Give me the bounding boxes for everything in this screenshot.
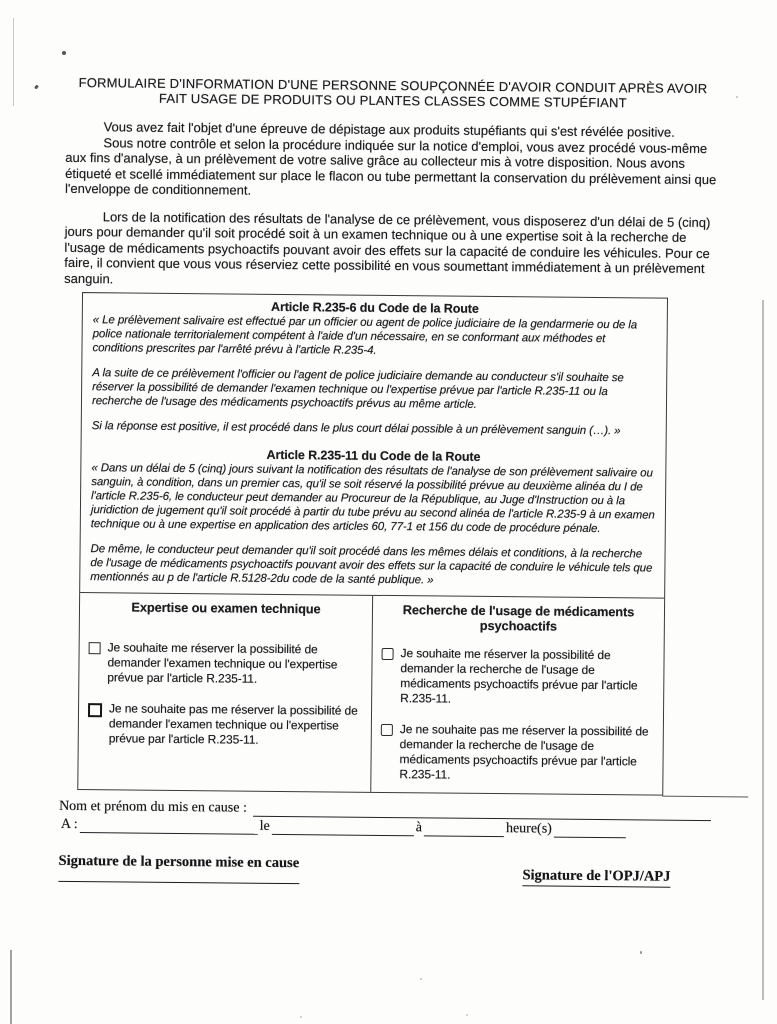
choice-column-expertise-header: Expertise ou examen technique — [131, 599, 321, 617]
legal-articles-box — [77, 292, 668, 796]
intro-paragraph-1: Vous avez fait l'objet d'une épreuve de dépistage aux produits stupéfiants qui s'est révélée positive. — [103, 119, 675, 140]
expertise-no-label: Je ne souhaite pas me réserver la possibilité de demander l'examen technique ou l'expertise prévue par l'article R.235-11. — [108, 701, 358, 747]
intro-paragraph-3: Lors de la notification des résultats de l'analyse de ce prélèvement, vous disposerez d'un délai de 5 (cinq) jours pour demander qu'il soit procédé soit à un examen technique ou à une expertise soit à la recherche de l'usage de médicaments psychoactifs pouvant avoir des effets sur la capacité de conduire les véhicules. Pour ce faire, il convient que vous vous réserviez cette possibilité en vous soumettant immédiatement à un prélèvement sanguin. — [64, 208, 711, 286]
hours-label: heure(s) — [505, 821, 552, 837]
scan-speck — [420, 978, 422, 980]
medicaments-no-checkbox-icon[interactable] — [381, 724, 393, 736]
article-r235-6-p1: « Le prélèvement salivaire est effectué par un officier ou agent de police judiciaire de la gendarmerie ou de la police nationale territorialement compétent à l'aide d'un nécessaire, en se conformant aux méthodes et conditions prescrites par l'arrêté prévu à l'article R.235-4. — [92, 314, 638, 357]
expertise-no-checkbox-icon[interactable] — [88, 703, 102, 717]
signature-opj-label: Signature de l'OPJ/APJ — [522, 867, 670, 887]
articles-section — [80, 293, 667, 599]
choice-column-medicaments-header: Recherche de l'usage de médicaments psychoactifs — [402, 602, 635, 634]
medicaments-no-label: Je ne souhaite pas me réserver la possibilité de demander la recherche de l'usage de médicaments psychoactifs prévue par l'article R.235-11. — [399, 722, 649, 782]
scan-speck — [640, 951, 642, 954]
scan-speck — [736, 96, 738, 98]
article-r235-11-p1: « Dans un délai de 5 (cinq) jours suivant la notification des résultats de l'analyse de son prélèvement salivaire ou sanguin, à condition, dans un premier cas, qu'il se soit réservé la possibilité prévue au deuxième alinéa du I de l'article R.235-6, le conducteur peut demander au Procureur de la République, au Juge d'Instruction ou à la juridiction de jugement qu'il soit procédé à partir du tube prévu au second alinéa de l'article R.235-9 à un examen technique ou à une expertise en application des articles 60, 77-1 et 156 du code de procédure pénale. — [90, 462, 655, 536]
choice-column-medicaments — [370, 596, 664, 795]
expertise-yes-label: Je souhaite me réserver la possibilité de demander l'examen technique ou l'expertise prévue par l'article R.235-11. — [107, 640, 338, 686]
scan-speck — [300, 1016, 302, 1018]
article-r235-11-p2: De même, le conducteur peut demander qu'il soit procédé dans les mêmes délais et conditions, à la recherche de l'usage de médicaments psychoactifs pouvant avoir des effets sur la capacité de conduire le véhicule tels que mentionnés au p de l'article R.5128-2du code de la santé publique. » — [90, 543, 653, 587]
page-title-line2: FAIT USAGE DE PRODUITS OU PLANTES CLASSES COMME STUPÉFIANT — [158, 90, 627, 111]
scan-edge-line — [13, 18, 14, 106]
intro-paragraph-2: Sous notre contrôle et selon la procédure indiquée sur la notice d'emploi, vous avez procédé vous-même aux fins d'analyse, à un prélèvement de votre salive grâce au collecteur mis à votre disposition. Nous avons étiqueté et scellé immédiatement sur place le flacon ou tube permettant la conservation du prélèvement ainsi que l'enveloppe de conditionnement. — [64, 134, 717, 198]
name-field-line[interactable] — [253, 801, 711, 821]
hours-field-line[interactable] — [554, 822, 626, 839]
time-field-line[interactable] — [424, 820, 504, 837]
at-label: à — [415, 820, 423, 836]
page-title-line1: FORMULAIRE D'INFORMATION D'UNE PERSONNE SOUPÇONNÉE D'AVOIR CONDUIT APRÈS AVOIR — [78, 75, 708, 97]
name-label: Nom et prénom du mis en cause : — [59, 798, 247, 816]
choice-column-expertise — [78, 593, 372, 792]
expertise-no-option — [88, 701, 362, 749]
expertise-yes-checkbox-icon[interactable] — [89, 642, 101, 654]
table-rule-overrun-artifact — [662, 795, 748, 797]
place-label: A : — [60, 816, 78, 833]
medicaments-yes-label: Je souhaite me réserver la possibilité de demander la recherche de l'usage de médicaments psychoactifs prévue par l'article R.235-11. — [400, 646, 638, 706]
place-field-line[interactable] — [80, 817, 258, 835]
medicaments-yes-checkbox-icon[interactable] — [382, 648, 394, 660]
signature-person-label: Signature de la personne mise en cause — [58, 853, 299, 884]
medicaments-yes-option — [381, 646, 655, 709]
choice-table — [78, 593, 664, 795]
scan-edge-line — [762, 300, 764, 1000]
footer-fill-in-section — [58, 799, 711, 888]
date-field-line[interactable] — [272, 819, 414, 836]
date-label: le — [259, 818, 270, 834]
scan-speck — [62, 51, 66, 55]
scan-speck — [466, 1014, 468, 1016]
medicaments-no-option — [380, 722, 654, 785]
article-r235-11-title: Article R.235-11 du Code de la Route — [266, 447, 481, 464]
article-r235-6-p3: Si la réponse est positive, il est procédé dans le plus court délai possible à un prélèvement sanguin (…). » — [91, 420, 621, 438]
expertise-yes-option — [88, 640, 362, 688]
article-r235-6-p2: A la suite de ce prélèvement l'officier ou l'agent de police judiciaire demande au conducteur s'il souhaite se réserver la possibilité de demander l'examen technique ou l'expertise prévue par l'article R.235-11 ou la recherche de l'usage des médicaments psychoactifs prévus au même article. — [91, 367, 624, 411]
article-r235-6-title: Article R.235-6 du Code de la Route — [271, 299, 479, 316]
scan-edge-line — [10, 950, 12, 1024]
page-title — [78, 75, 708, 111]
